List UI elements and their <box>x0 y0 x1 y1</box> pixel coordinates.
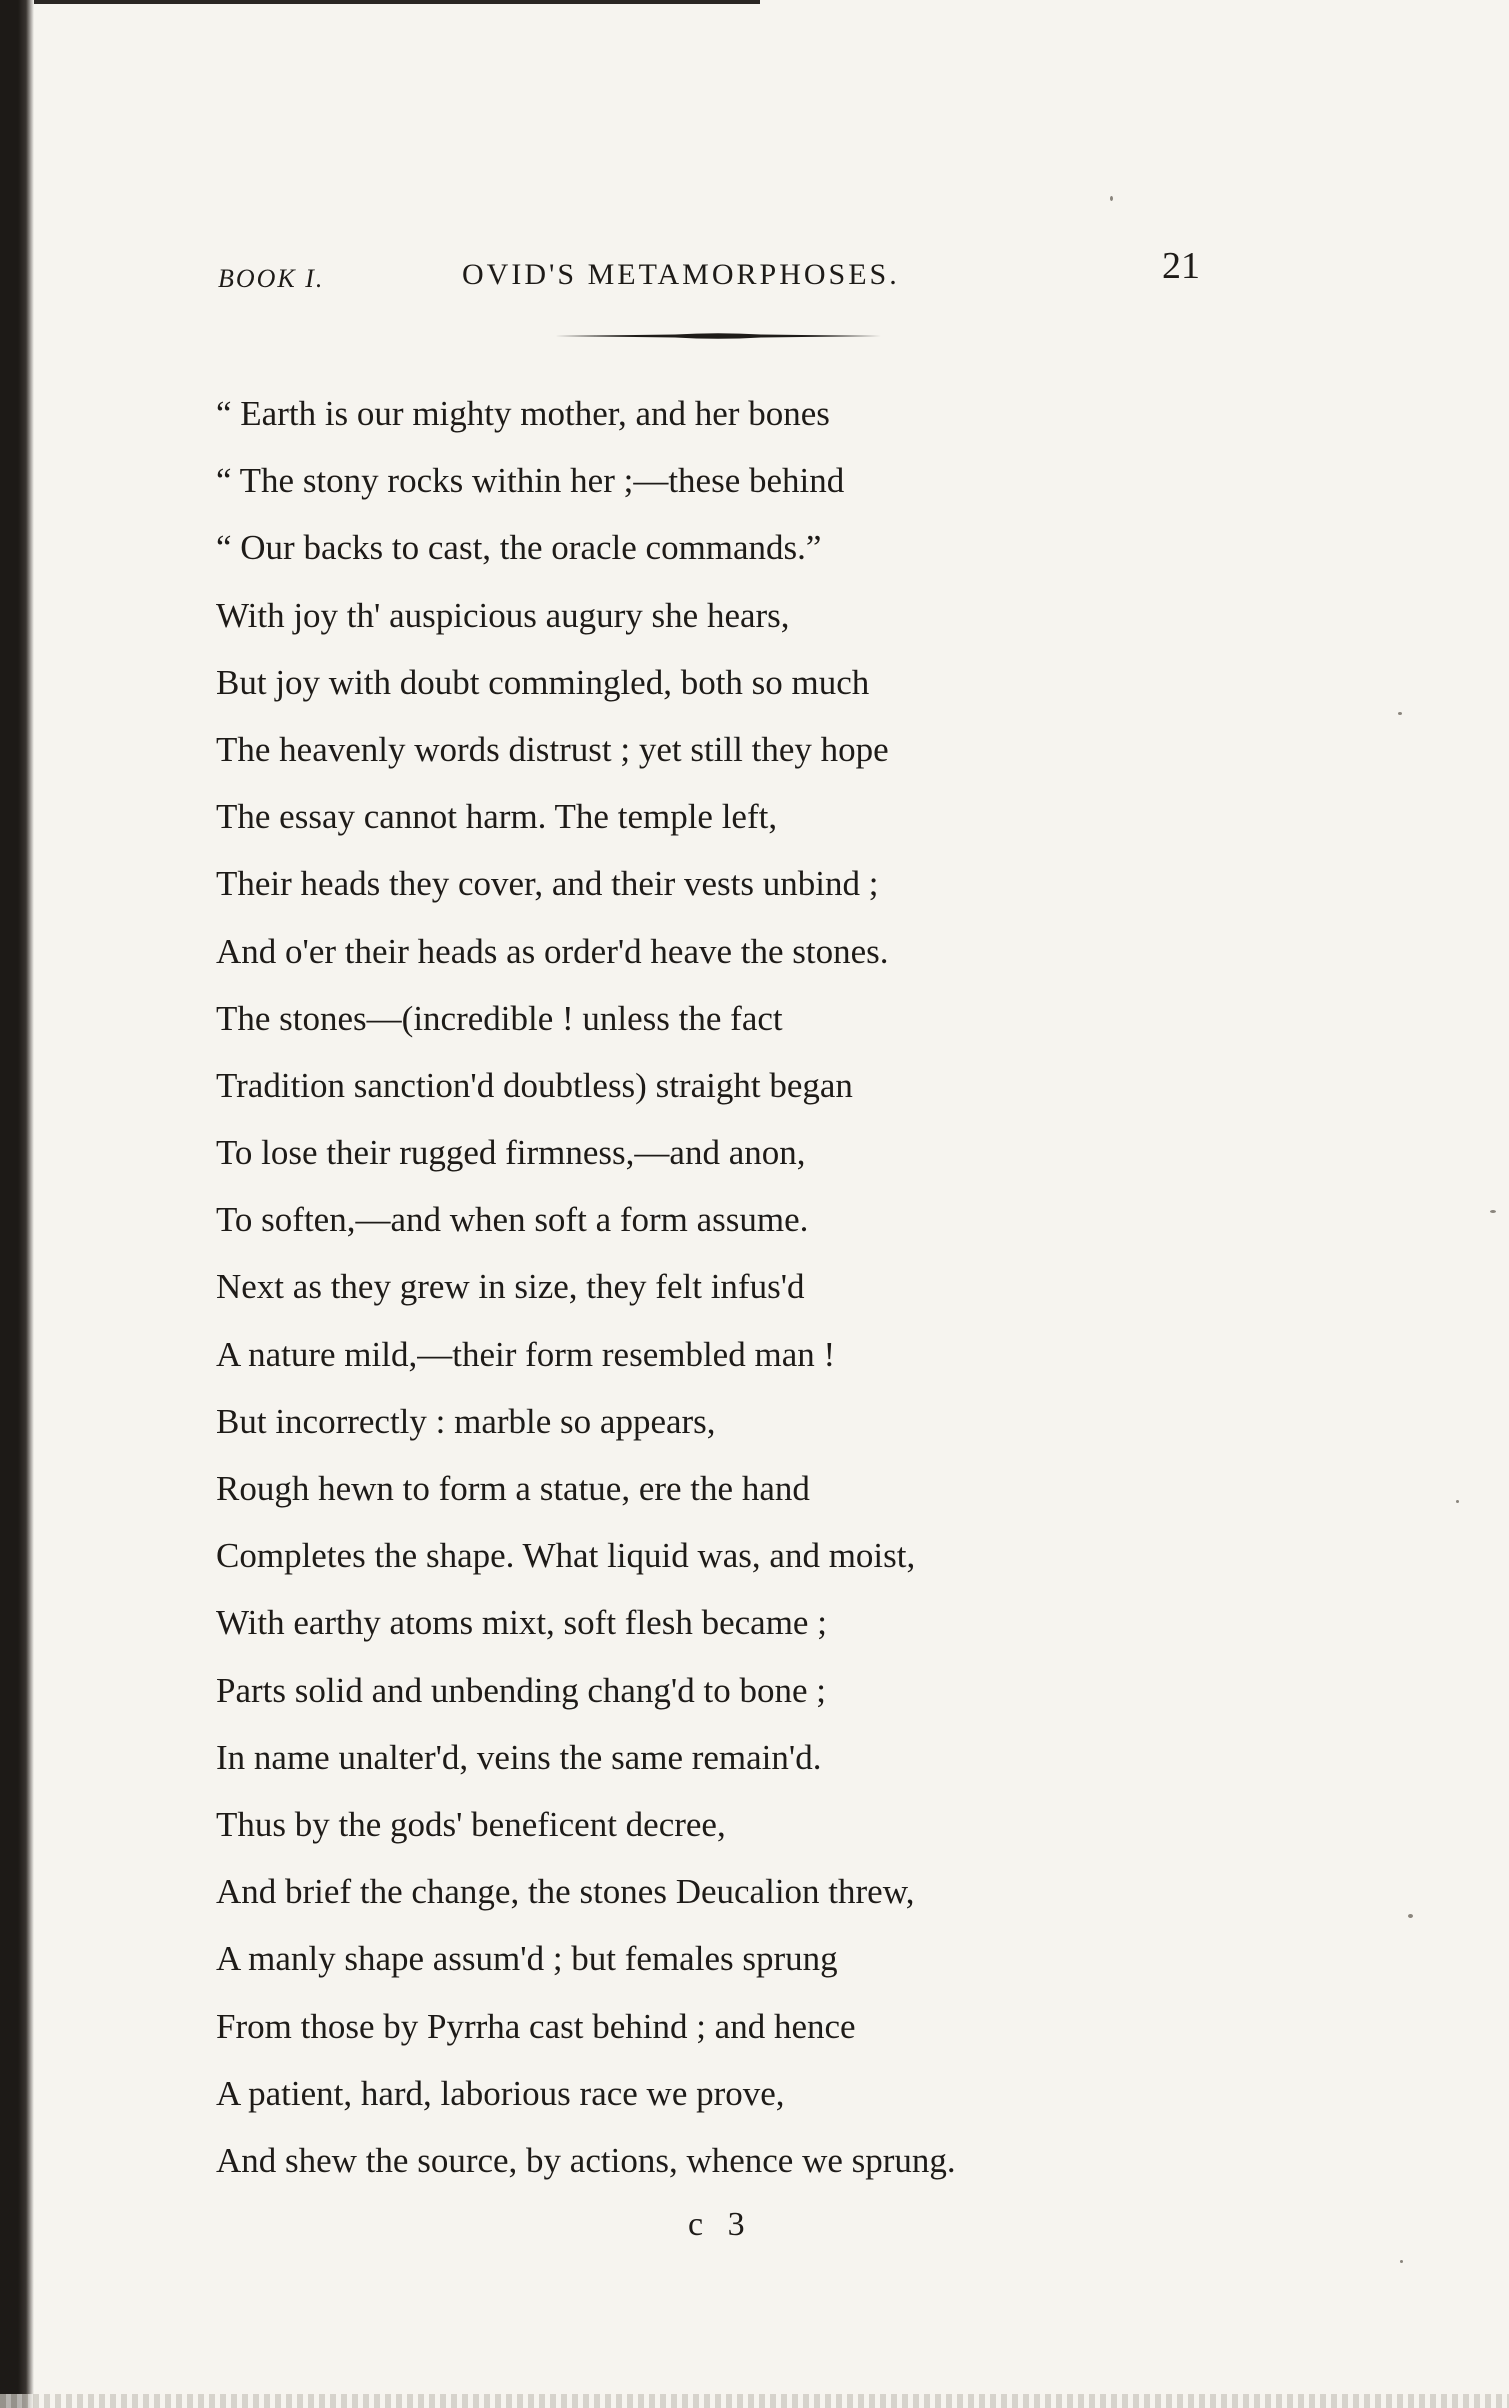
verse-line: The heavenly words distrust ; yet still they hope <box>216 729 889 769</box>
paper-speck <box>1456 1500 1459 1503</box>
verse-line: To lose their rugged firmness,—and anon, <box>216 1133 806 1173</box>
page-number: 21 <box>1162 245 1200 287</box>
verse-line: Their heads they cover, and their vests unbind ; <box>216 864 879 904</box>
signature-mark: c 3 <box>688 2206 753 2243</box>
ornamental-rule <box>555 332 881 340</box>
verse-line: And shew the source, by actions, whence we sprung. <box>216 2140 956 2180</box>
paper-speck <box>1400 2260 1403 2263</box>
running-title: OVID'S METAMORPHOSES. <box>462 258 900 291</box>
verse-line: But joy with doubt commingled, both so much <box>216 662 870 702</box>
verse-line: With earthy atoms mixt, soft flesh became ; <box>216 1603 827 1643</box>
verse-line: Thus by the gods' beneficent decree, <box>216 1804 726 1844</box>
verse-line: Rough hewn to form a statue, ere the hand <box>216 1469 810 1508</box>
verse-text <box>216 380 1216 2194</box>
book-label: BOOK I. <box>218 264 325 293</box>
verse-line: “ Our backs to cast, the oracle commands.” <box>216 528 822 568</box>
paper-speck <box>1398 712 1402 715</box>
verse-line: The stones—(incredible ! unless the fact <box>216 998 783 1038</box>
paper-speck <box>1110 196 1113 201</box>
page-bottom-edge <box>0 2394 1509 2408</box>
verse-line: To soften,—and when soft a form assume. <box>216 1200 809 1240</box>
verse-line: With joy th' auspicious augury she hears, <box>216 595 790 635</box>
paper-speck <box>1408 1914 1413 1918</box>
verse-line: And brief the change, the stones Deucalion threw, <box>216 1872 915 1912</box>
verse-line: “ Earth is our mighty mother, and her bones <box>216 394 830 433</box>
verse-line: But incorrectly : marble so appears, <box>216 1401 716 1441</box>
running-head <box>218 244 1218 304</box>
paper-speck <box>1490 1210 1496 1213</box>
verse-line: The essay cannot harm. The temple left, <box>216 797 778 837</box>
verse-line: And o'er their heads as order'd heave the stones. <box>216 931 889 971</box>
verse-line: Next as they grew in size, they felt infus'd <box>216 1267 805 1307</box>
verse-line: A manly shape assum'd ; but females sprung <box>216 1939 838 1979</box>
verse-line: “ The stony rocks within her ;—these behind <box>216 461 845 501</box>
verse-line: Parts solid and unbending chang'd to bone ; <box>216 1670 826 1710</box>
verse-line: In name unalter'd, veins the same remain'd. <box>216 1737 822 1777</box>
verse-line: A patient, hard, laborious race we prove, <box>216 2073 785 2113</box>
verse-line: Completes the shape. What liquid was, and moist, <box>216 1536 916 1576</box>
verse-line: From those by Pyrrha cast behind ; and hence <box>216 2006 856 2046</box>
verse-line: A nature mild,—their form resembled man ! <box>216 1334 836 1374</box>
verse-line: Tradition sanction'd doubtless) straight began <box>216 1065 853 1105</box>
page-top-border <box>0 0 760 4</box>
page-binding-edge <box>0 0 34 2408</box>
